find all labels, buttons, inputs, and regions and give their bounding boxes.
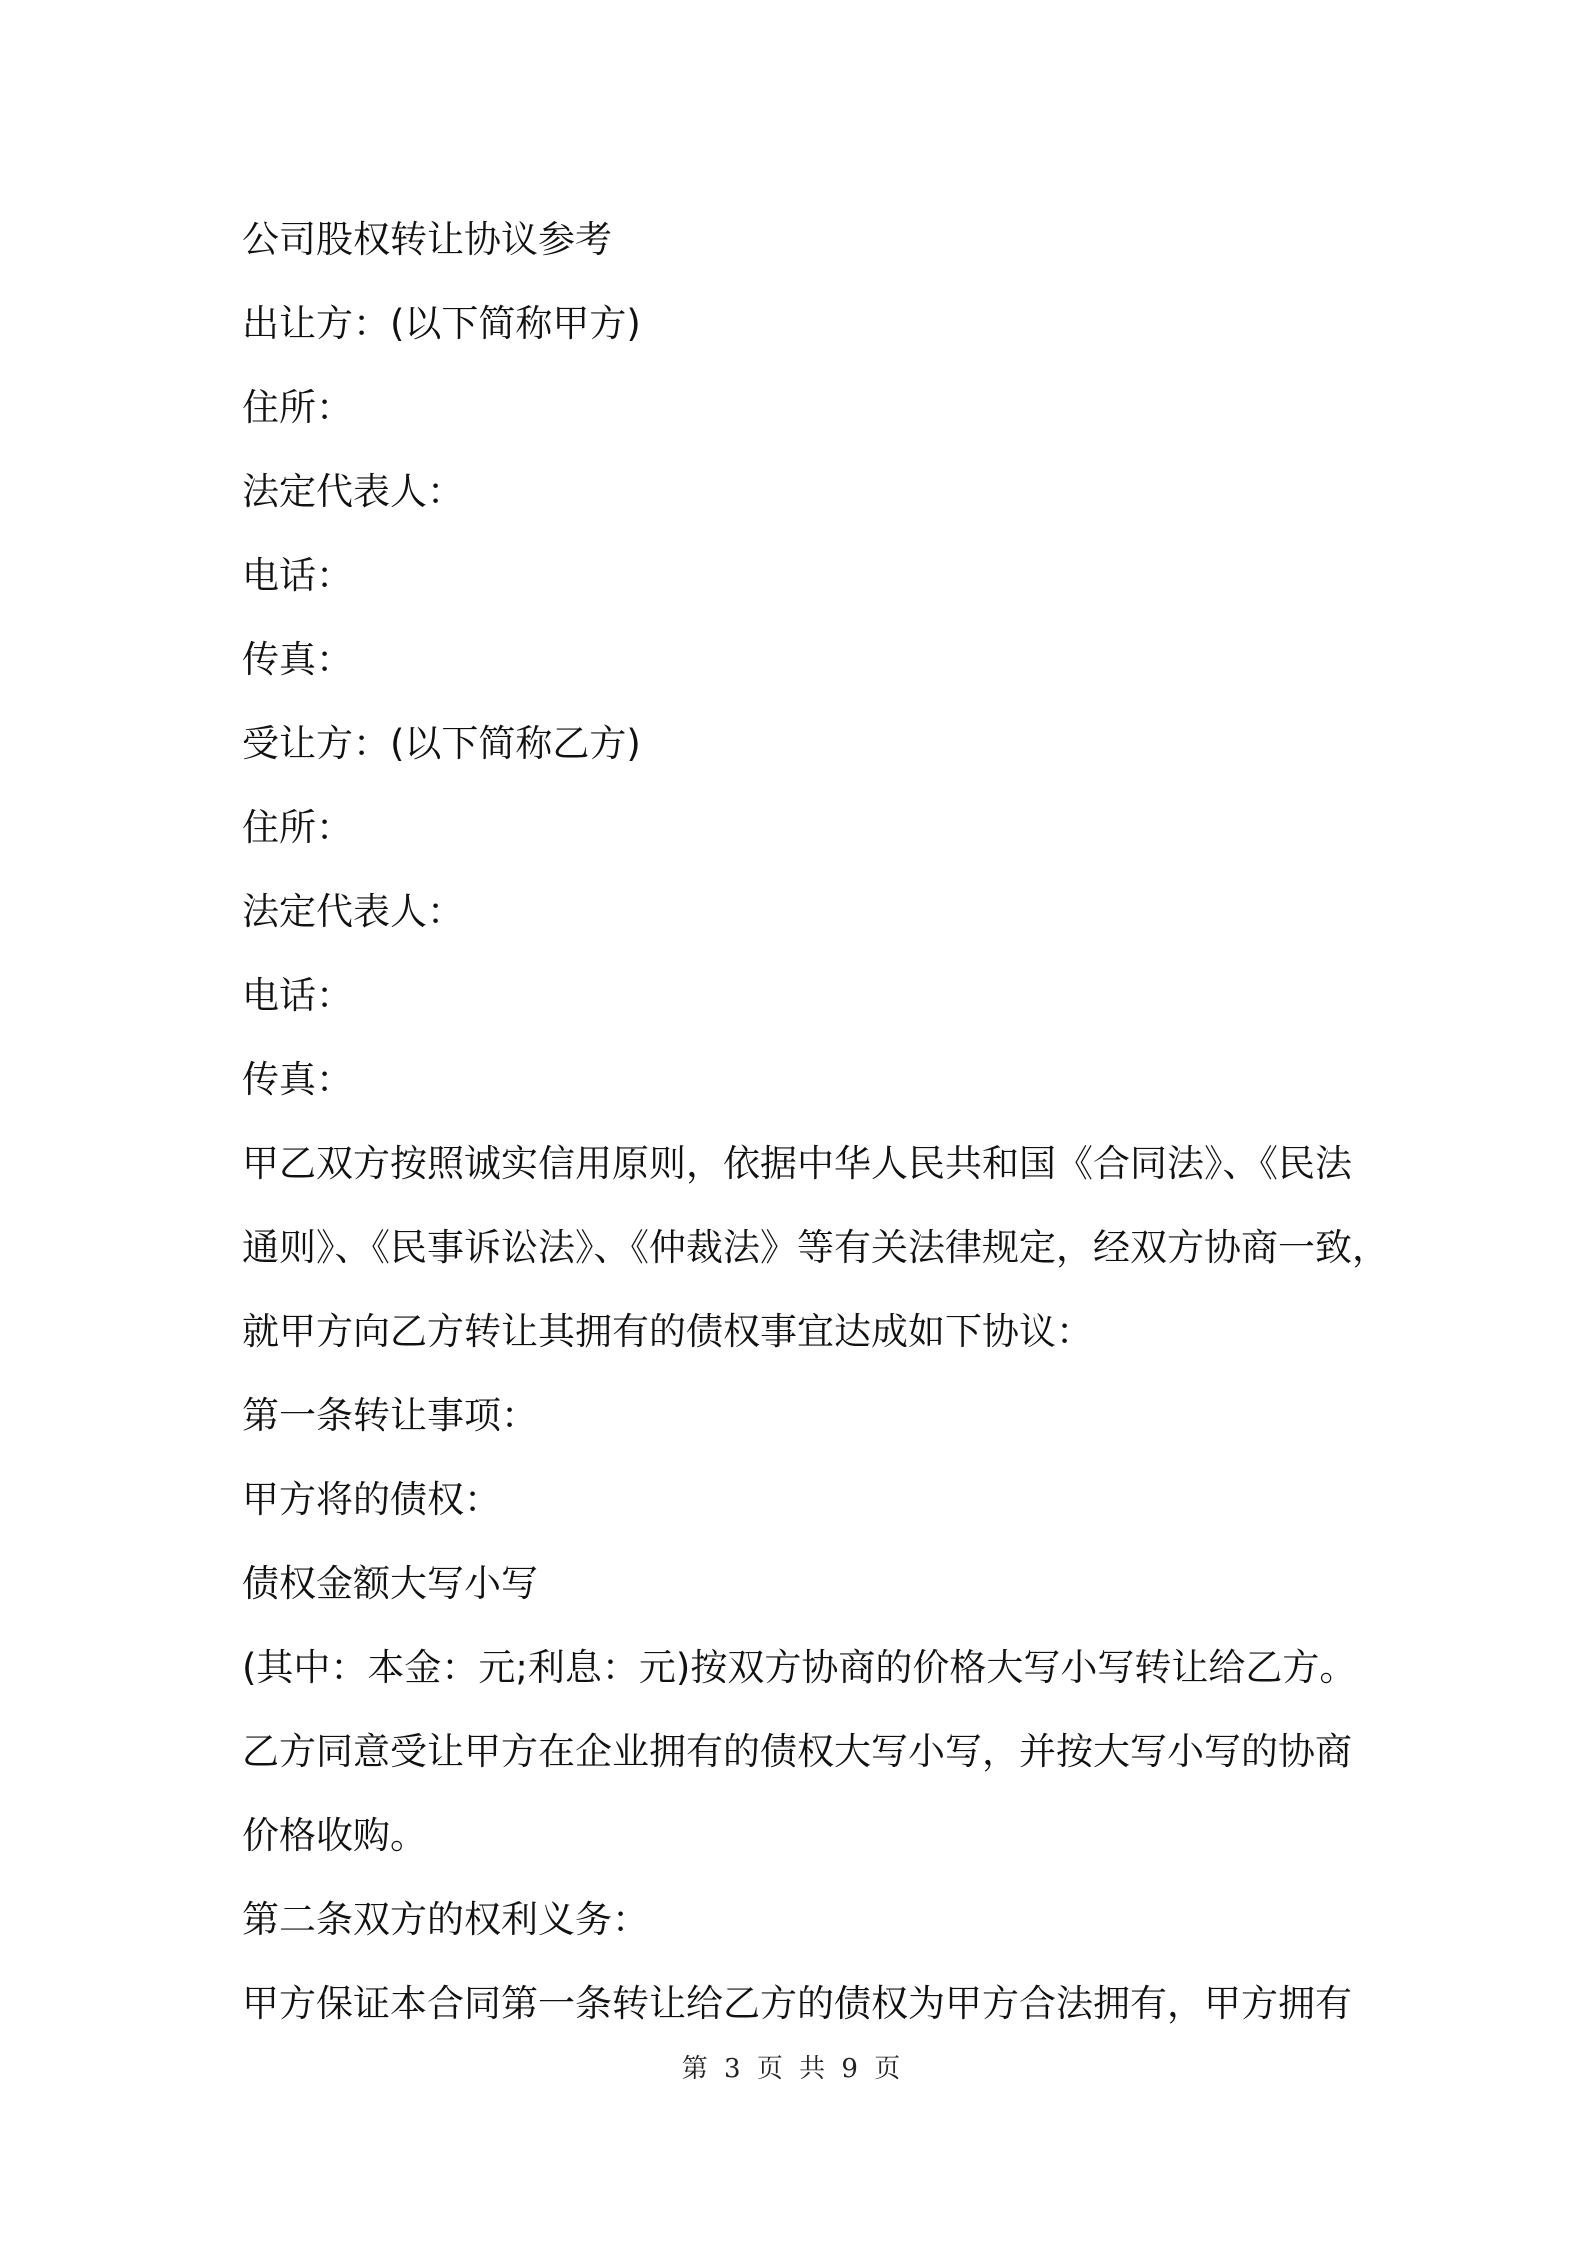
transferee-address: 住所： — [242, 806, 353, 849]
preamble-line: 甲乙双方按照诚实信用原则，依据中华人民共和国《合同法》、《民法 — [242, 1142, 1352, 1185]
transferor-address: 住所： — [242, 386, 353, 429]
article-two-heading: 第二条双方的权利义务： — [242, 1898, 649, 1941]
transferee-phone: 电话： — [242, 974, 353, 1017]
page-number-footer: 第 3 页 共 9 页 — [681, 2054, 905, 2084]
transferor-legal-rep: 法定代表人： — [242, 470, 464, 513]
article-one-heading: 第一条转让事项： — [242, 1394, 538, 1437]
transferee-legal-rep: 法定代表人： — [242, 890, 464, 933]
article-one-line: 乙方同意受让甲方在企业拥有的债权大写小写，并按大写小写的协商 — [242, 1730, 1352, 1773]
transferee-fax: 传真： — [242, 1058, 353, 1101]
transferee-heading: 受让方：(以下简称乙方) — [242, 722, 641, 765]
article-one-line: 甲方将的债权： — [242, 1478, 501, 1521]
document-body — [242, 198, 1389, 2046]
preamble-line: 就甲方向乙方转让其拥有的债权事宜达成如下协议： — [242, 1310, 1093, 1353]
preamble-line: 通则》、《民事诉讼法》、《仲裁法》等有关法律规定，经双方协商一致， — [242, 1226, 1389, 1269]
transferor-heading: 出让方：(以下简称甲方) — [242, 302, 641, 345]
transferor-phone: 电话： — [242, 554, 353, 597]
document-title: 公司股权转让协议参考 — [242, 218, 612, 261]
transferor-fax: 传真： — [242, 638, 353, 681]
article-one-line: 价格收购。 — [242, 1814, 427, 1857]
article-one-line: 债权金额大写小写 — [242, 1562, 538, 1605]
article-one-line: (其中：本金：元;利息：元)按双方协商的价格大写小写转让给乙方。 — [242, 1646, 1357, 1689]
article-two-line: 甲方保证本合同第一条转让给乙方的债权为甲方合法拥有，甲方拥有 — [242, 1982, 1352, 2025]
